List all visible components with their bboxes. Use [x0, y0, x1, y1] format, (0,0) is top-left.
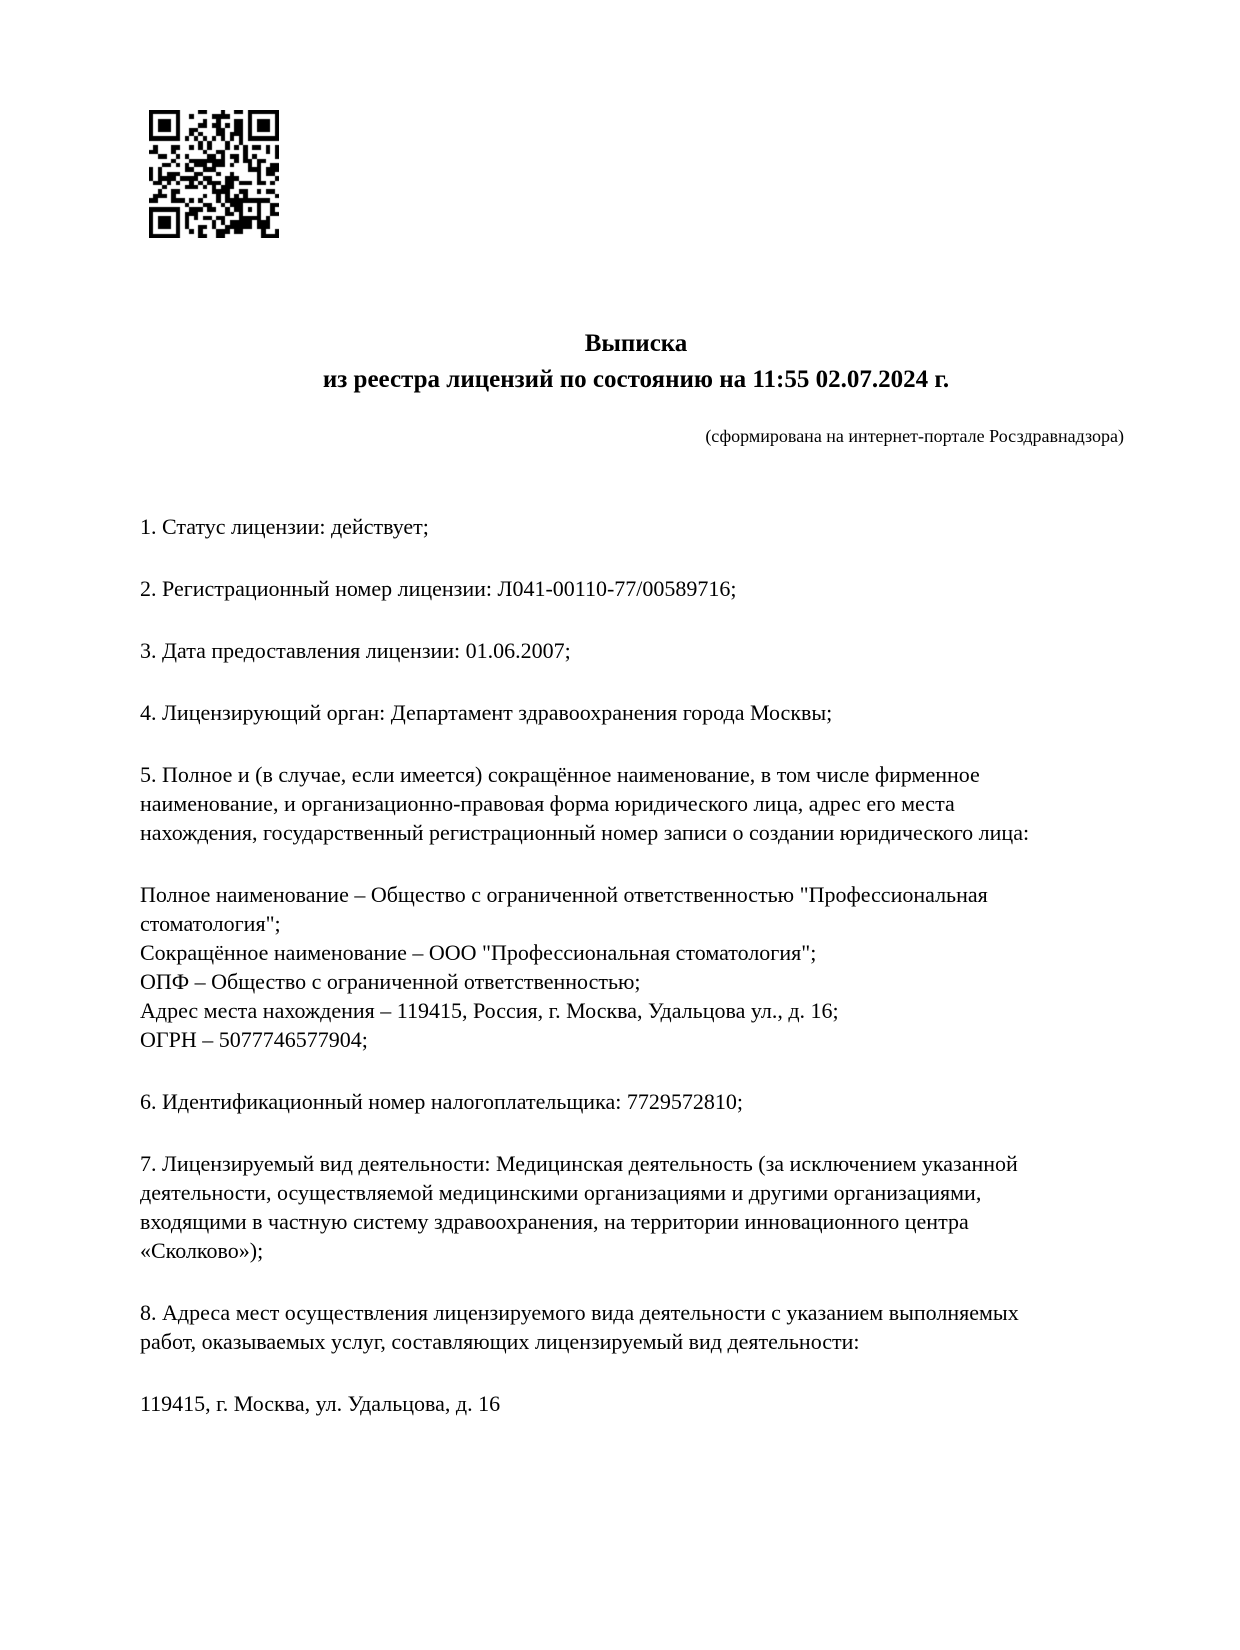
paragraph-licensing-authority [140, 698, 1150, 727]
paragraph-license-status [140, 512, 1150, 541]
text-line: 6. Идентификационный номер налогоплательщика: 7729572810; [140, 1089, 743, 1114]
text-line: 3. Дата предоставления лицензии: 01.06.2007; [140, 638, 571, 663]
paragraph-licensed-activity [140, 1149, 1150, 1265]
text-line: 1. Статус лицензии: действует; [140, 514, 429, 539]
document-body [140, 512, 1150, 1451]
text-line: 119415, г. Москва, ул. Удальцова, д. 16 [140, 1391, 501, 1416]
text-line: 4. Лицензирующий орган: Департамент здравоохранения города Москвы; [140, 700, 833, 725]
text-line: Сокращённое наименование – ООО "Профессиональная стоматология"; [140, 940, 817, 965]
text-line: наименование, и организационно-правовая форма юридического лица, адрес его места [140, 791, 955, 816]
text-line: 2. Регистрационный номер лицензии: Л041-00110-77/00589716; [140, 576, 737, 601]
text-line: ОГРН – 5077746577904; [140, 1027, 368, 1052]
text-line: ОПФ – Общество с ограниченной ответственностью; [140, 969, 641, 994]
text-line: работ, оказываемых услуг, составляющих лицензируемый вид деятельности: [140, 1329, 860, 1354]
text-line: стоматология"; [140, 911, 281, 936]
paragraph-grant-date [140, 636, 1150, 665]
document-subtitle: (сформирована на интернет-портале Росздравнадзора) [705, 426, 1124, 446]
text-line: 5. Полное и (в случае, если имеется) сокращённое наименование, в том числе фирменное [140, 762, 980, 787]
document-title-line1: Выписка [584, 330, 688, 357]
paragraph-activity-address [140, 1389, 1150, 1418]
document-title [140, 326, 1132, 398]
paragraph-org-details [140, 880, 1150, 1054]
paragraph-registration-number [140, 574, 1150, 603]
paragraph-name-heading [140, 760, 1150, 847]
document-title-line2: из реестра лицензий по состоянию на 11:55 02.07.2024 г. [322, 366, 950, 393]
text-line: нахождения, государственный регистрационный номер записи о создании юридического лица: [140, 820, 1030, 845]
text-line: Адрес места нахождения – 119415, Россия, г. Москва, Удальцова ул., д. 16; [140, 998, 839, 1023]
text-line: 7. Лицензируемый вид деятельности: Медицинская деятельность (за исключением указанной [140, 1151, 1018, 1176]
text-line: 8. Адреса мест осуществления лицензируемого вида деятельности с указанием выполняемых [140, 1300, 1019, 1325]
text-line: деятельности, осуществляемой медицинскими организациями и другими организациями, [140, 1180, 982, 1205]
paragraph-activity-addresses-heading [140, 1298, 1150, 1356]
paragraph-inn [140, 1087, 1150, 1116]
text-line: входящими в частную систему здравоохранения, на территории инновационного центра [140, 1209, 969, 1234]
text-line: «Сколково»); [140, 1238, 264, 1263]
text-line: Полное наименование – Общество с ограниченной ответственностью "Профессиональная [140, 882, 988, 907]
qr-code-icon [149, 110, 279, 238]
